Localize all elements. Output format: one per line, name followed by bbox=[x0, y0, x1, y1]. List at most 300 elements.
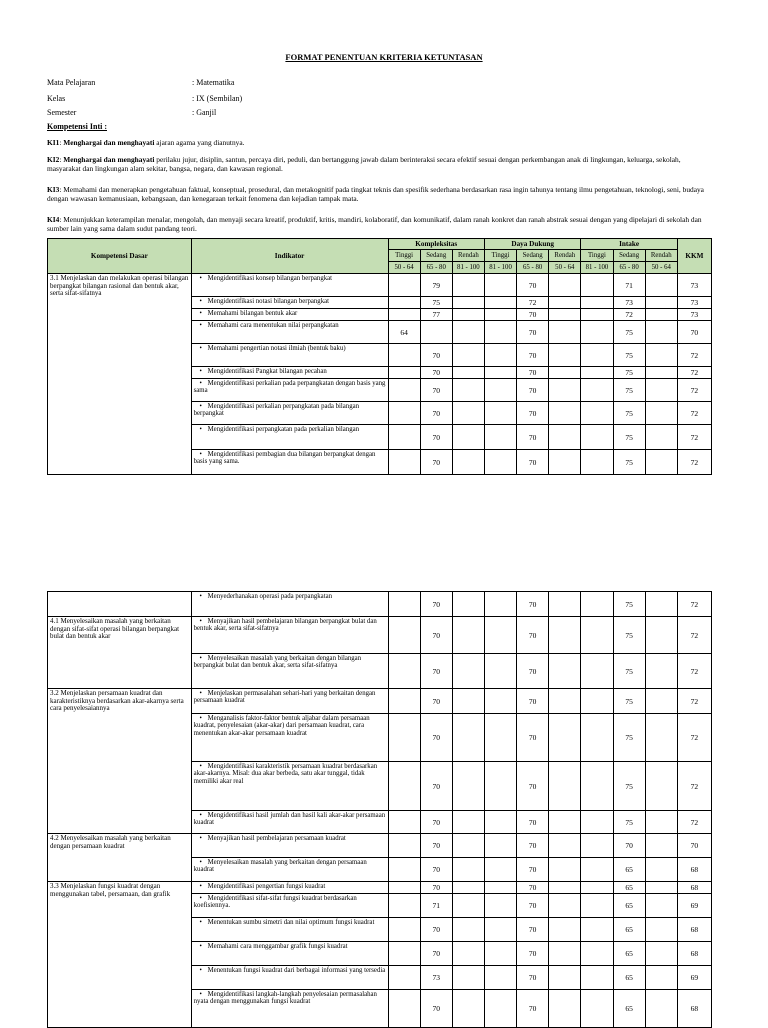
score-cell: 79 bbox=[420, 274, 452, 297]
score-cell bbox=[484, 309, 516, 321]
score-cell bbox=[549, 344, 581, 367]
indikator-cell bbox=[191, 858, 388, 882]
kkm-cell: 69 bbox=[677, 966, 711, 990]
score-cell: 65 bbox=[613, 990, 645, 1028]
score-cell: 75 bbox=[613, 321, 645, 344]
score-cell bbox=[484, 379, 516, 402]
score-cell: 75 bbox=[613, 762, 645, 811]
score-cell bbox=[549, 367, 581, 379]
score-cell bbox=[452, 617, 484, 654]
score-cell bbox=[452, 450, 484, 475]
header-range: 50 - 64 bbox=[549, 262, 581, 274]
bullet: • bbox=[199, 690, 202, 697]
bullet: • bbox=[199, 451, 202, 458]
indikator-text: Menyajikan hasil pembelajaran persamaan kuadrat bbox=[207, 835, 346, 842]
kkm-cell: 70 bbox=[677, 834, 711, 858]
kompetensi-dasar-cell: 3.1 Menjelaskan dan melakukan operasi bilangan berpangkat bilangan rasional dan bentuk akar, serta sifat-sifatnya bbox=[48, 274, 192, 475]
table-row bbox=[48, 882, 712, 894]
score-cell: 72 bbox=[517, 297, 549, 309]
score-cell bbox=[452, 966, 484, 990]
score-cell bbox=[388, 274, 420, 297]
header-level: Sedang bbox=[517, 250, 549, 262]
score-cell bbox=[581, 379, 613, 402]
score-cell bbox=[452, 344, 484, 367]
score-cell bbox=[452, 592, 484, 617]
score-cell bbox=[581, 762, 613, 811]
table-row bbox=[48, 274, 712, 297]
score-cell bbox=[549, 882, 581, 894]
score-cell bbox=[645, 762, 677, 811]
score-cell bbox=[645, 367, 677, 379]
score-cell bbox=[581, 450, 613, 475]
indikator-text: Menyelesaikan masalah yang berkaitan dengan bilangan berpangkat bulat dan bentuk akar, serta sifat-sifatnya bbox=[193, 655, 362, 670]
score-cell bbox=[581, 425, 613, 450]
indikator-cell bbox=[191, 297, 388, 309]
criteria-table-part-2 bbox=[47, 591, 712, 1028]
kkm-cell: 72 bbox=[677, 450, 711, 475]
kkm-cell: 72 bbox=[677, 592, 711, 617]
header-daya-dukung: Daya Dukung bbox=[484, 239, 580, 250]
score-cell bbox=[388, 367, 420, 379]
score-cell bbox=[581, 297, 613, 309]
score-cell bbox=[484, 654, 516, 689]
indikator-cell bbox=[191, 450, 388, 475]
indikator-cell bbox=[191, 966, 388, 990]
score-cell: 70 bbox=[517, 402, 549, 425]
ki-lead: Menghargai dan menghayati bbox=[61, 155, 155, 164]
indikator-cell bbox=[191, 425, 388, 450]
score-cell bbox=[581, 894, 613, 918]
kkm-cell: 69 bbox=[677, 894, 711, 918]
score-cell bbox=[549, 918, 581, 942]
indikator-cell bbox=[191, 309, 388, 321]
indikator-text: Mengidentifikasi konsep bilangan berpangkat bbox=[207, 275, 333, 282]
score-cell bbox=[388, 990, 420, 1028]
score-cell bbox=[645, 425, 677, 450]
bullet: • bbox=[199, 835, 202, 842]
score-cell bbox=[452, 990, 484, 1028]
score-cell bbox=[388, 714, 420, 762]
score-cell bbox=[452, 714, 484, 762]
kkm-cell: 72 bbox=[677, 811, 711, 834]
score-cell: 70 bbox=[517, 592, 549, 617]
meta-value: : Ganjil bbox=[192, 108, 217, 117]
bullet: • bbox=[199, 345, 202, 352]
bullet: • bbox=[199, 322, 202, 329]
score-cell bbox=[581, 689, 613, 714]
ki-lead: Menghargai dan menghayati bbox=[61, 138, 155, 147]
score-cell bbox=[581, 942, 613, 966]
bullet: • bbox=[199, 919, 202, 926]
score-cell bbox=[549, 966, 581, 990]
indikator-text: Mengidentifikasi perkalian pada perpangkatan dengan basis yang sama bbox=[193, 380, 386, 395]
kompetensi-dasar-cell bbox=[48, 592, 192, 617]
meta-value: : IX (Sembilan) bbox=[192, 94, 243, 103]
indikator-text: Menentukan fungsi kuadrat dari berbagai informasi yang tersedia bbox=[207, 967, 386, 974]
header-range: 65 - 80 bbox=[517, 262, 549, 274]
bullet: • bbox=[199, 403, 202, 410]
bullet: • bbox=[199, 368, 202, 375]
kkm-cell: 72 bbox=[677, 367, 711, 379]
score-cell bbox=[484, 918, 516, 942]
indikator-text: Mengidentifikasi pengertian fungsi kuadrat bbox=[207, 883, 326, 890]
score-cell bbox=[581, 990, 613, 1028]
score-cell bbox=[452, 918, 484, 942]
score-cell bbox=[388, 450, 420, 475]
bullet: • bbox=[199, 895, 202, 902]
indikator-cell bbox=[191, 834, 388, 858]
score-cell: 70 bbox=[420, 367, 452, 379]
indikator-cell bbox=[191, 714, 388, 762]
score-cell: 64 bbox=[388, 321, 420, 344]
score-cell bbox=[484, 425, 516, 450]
indikator-cell bbox=[191, 990, 388, 1028]
score-cell bbox=[549, 274, 581, 297]
score-cell bbox=[581, 858, 613, 882]
score-cell bbox=[484, 344, 516, 367]
score-cell: 75 bbox=[613, 714, 645, 762]
score-cell bbox=[645, 617, 677, 654]
kkm-cell: 68 bbox=[677, 942, 711, 966]
score-cell bbox=[452, 834, 484, 858]
score-cell: 75 bbox=[613, 367, 645, 379]
score-cell: 70 bbox=[420, 990, 452, 1028]
score-cell bbox=[581, 344, 613, 367]
score-cell bbox=[452, 654, 484, 689]
score-cell: 65 bbox=[613, 966, 645, 990]
score-cell bbox=[645, 894, 677, 918]
score-cell bbox=[645, 321, 677, 344]
score-cell bbox=[581, 918, 613, 942]
header-range: 50 - 64 bbox=[645, 262, 677, 274]
header-range: 81 - 100 bbox=[484, 262, 516, 274]
table-row bbox=[48, 617, 712, 654]
score-cell bbox=[549, 617, 581, 654]
indikator-text: Mengidentifikasi karakteristik persamaan kuadrat berdasarkan akar-akarnya. Misal: dua akar berbeda, satu akar tunggal, tidak memiliki akar real bbox=[193, 763, 378, 785]
score-cell bbox=[581, 402, 613, 425]
kkm-cell: 72 bbox=[677, 762, 711, 811]
score-cell: 70 bbox=[517, 367, 549, 379]
score-cell: 70 bbox=[420, 450, 452, 475]
score-cell bbox=[484, 297, 516, 309]
indikator-text: Memahami pengertian notasi ilmiah (bentuk baku) bbox=[207, 345, 346, 352]
indikator-text: Memahami cara menentukan nilai perpangkatan bbox=[207, 322, 339, 329]
score-cell bbox=[645, 858, 677, 882]
score-cell: 70 bbox=[517, 450, 549, 475]
score-cell bbox=[549, 402, 581, 425]
score-cell: 75 bbox=[420, 297, 452, 309]
meta-label: Kelas bbox=[47, 94, 66, 103]
score-cell: 75 bbox=[613, 654, 645, 689]
score-cell bbox=[388, 762, 420, 811]
score-cell bbox=[388, 297, 420, 309]
kompetensi-dasar-cell: 3.2 Menjelaskan persamaan kuadrat dan karakteristiknya berdasarkan akar-akarnya serta cara penyelesaiannya bbox=[48, 689, 192, 834]
criteria-table-part-1 bbox=[47, 238, 712, 475]
indikator-text: Mengidentifikasi hasil jumlah dan hasil kali akar-akar persamaan kuadrat bbox=[193, 812, 386, 827]
kkm-cell: 70 bbox=[677, 321, 711, 344]
score-cell: 70 bbox=[613, 834, 645, 858]
score-cell: 70 bbox=[420, 762, 452, 811]
score-cell bbox=[452, 762, 484, 811]
score-cell bbox=[452, 297, 484, 309]
score-cell bbox=[484, 990, 516, 1028]
score-cell bbox=[645, 592, 677, 617]
score-cell: 73 bbox=[420, 966, 452, 990]
score-cell bbox=[452, 274, 484, 297]
kkm-cell: 72 bbox=[677, 379, 711, 402]
score-cell: 70 bbox=[420, 811, 452, 834]
ki-code: KI4 bbox=[47, 215, 60, 224]
score-cell bbox=[645, 402, 677, 425]
score-cell: 70 bbox=[517, 425, 549, 450]
ki-paragraph: KI2: Menghargai dan menghayati perilaku jujur, disiplin, santun, percaya diri, peduli, dan bertanggung jawab dalam berinteraksi secara efektif sesuai dengan perkembangan anak di lingkungan, keluarga, sekolah, masyarakat dan lingkungan alam sekitar, bangsa, negara, dan kawasan regional. bbox=[47, 155, 681, 173]
ki-paragraph: KI4: Menunjukkan keterampilan menalar, mengolah, dan menyaji secara kreatif, produktif, kritis, mandiri, kolaboratif, dan komunikatif, dalam ranah konkret dan ranah abstrak sesuai dengan yang dipelajari di sekolah dan sumber lain yang sama dalam sudut pandang teori. bbox=[47, 215, 702, 233]
score-cell bbox=[484, 894, 516, 918]
score-cell bbox=[484, 274, 516, 297]
score-cell: 73 bbox=[613, 297, 645, 309]
score-cell bbox=[645, 942, 677, 966]
bullet: • bbox=[199, 618, 202, 625]
score-cell bbox=[549, 834, 581, 858]
score-cell bbox=[388, 858, 420, 882]
ki-paragraph: KI1: Menghargai dan menghayati ajaran agama yang dianutnya. bbox=[47, 138, 245, 147]
score-cell bbox=[549, 425, 581, 450]
score-cell: 75 bbox=[613, 689, 645, 714]
ki-text: Menunjukkan keterampilan menalar, mengolah, dan menyaji secara kreatif, produktif, kritis, mandiri, kolaboratif, dan komunikatif, dalam ranah konkret dan ranah abstrak sesuai dengan yang dipelajari di sekolah dan sumber lain yang sama dalam sudut pandang teori. bbox=[47, 215, 702, 233]
score-cell bbox=[549, 450, 581, 475]
score-cell bbox=[484, 367, 516, 379]
score-cell bbox=[581, 309, 613, 321]
score-cell bbox=[645, 990, 677, 1028]
score-cell bbox=[388, 689, 420, 714]
score-cell bbox=[388, 379, 420, 402]
score-cell bbox=[452, 367, 484, 379]
score-cell: 70 bbox=[517, 714, 549, 762]
kkm-cell: 73 bbox=[677, 297, 711, 309]
bullet: • bbox=[199, 943, 202, 950]
score-cell bbox=[452, 379, 484, 402]
indikator-cell bbox=[191, 617, 388, 654]
score-cell bbox=[581, 321, 613, 344]
indikator-text: Menentukan sumbu simetri dan nilai optimum fungsi kuadrat bbox=[207, 919, 375, 926]
score-cell bbox=[549, 942, 581, 966]
score-cell bbox=[484, 858, 516, 882]
score-cell bbox=[549, 894, 581, 918]
header-kompetensi-dasar: Kompetensi Dasar bbox=[48, 239, 192, 274]
score-cell bbox=[484, 834, 516, 858]
indikator-cell bbox=[191, 367, 388, 379]
score-cell bbox=[549, 990, 581, 1028]
header-range: 65 - 80 bbox=[613, 262, 645, 274]
kkm-cell: 68 bbox=[677, 858, 711, 882]
indikator-text: Mengidentifikasi sifat-sifat fungsi kuadrat berdasarkan koefisiennya. bbox=[193, 895, 357, 910]
score-cell bbox=[388, 344, 420, 367]
score-cell: 70 bbox=[517, 942, 549, 966]
header-level: Rendah bbox=[549, 250, 581, 262]
score-cell bbox=[452, 425, 484, 450]
kkm-cell: 68 bbox=[677, 990, 711, 1028]
score-cell: 70 bbox=[517, 274, 549, 297]
kkm-cell: 72 bbox=[677, 402, 711, 425]
indikator-text: Menyelesaikan masalah yang berkaitan dengan persamaan kuadrat bbox=[193, 859, 367, 874]
score-cell bbox=[388, 966, 420, 990]
score-cell: 70 bbox=[420, 344, 452, 367]
header-range: 50 - 64 bbox=[388, 262, 420, 274]
score-cell bbox=[452, 689, 484, 714]
score-cell bbox=[581, 654, 613, 689]
score-cell bbox=[388, 894, 420, 918]
score-cell bbox=[645, 834, 677, 858]
score-cell bbox=[581, 811, 613, 834]
score-cell bbox=[645, 882, 677, 894]
score-cell bbox=[388, 918, 420, 942]
header-kkm: KKM bbox=[677, 239, 711, 274]
header-indikator: Indikator bbox=[191, 239, 388, 274]
indikator-cell bbox=[191, 592, 388, 617]
header-level: Tinggi bbox=[484, 250, 516, 262]
score-cell bbox=[484, 450, 516, 475]
score-cell bbox=[484, 321, 516, 344]
score-cell bbox=[581, 367, 613, 379]
kompetensi-dasar-cell: 3.3 Menjelaskan fungsi kuadrat dengan menggunakan tabel, persamaan, dan grafik bbox=[48, 882, 192, 1028]
score-cell bbox=[452, 309, 484, 321]
score-cell: 70 bbox=[517, 654, 549, 689]
score-cell bbox=[484, 689, 516, 714]
score-cell bbox=[645, 654, 677, 689]
indikator-cell bbox=[191, 379, 388, 402]
kompetensi-dasar-cell: 4.2 Menyelesaikan masalah yang berkaitan dengan persamaan kuadrat bbox=[48, 834, 192, 882]
bullet: • bbox=[199, 715, 202, 722]
indikator-cell bbox=[191, 321, 388, 344]
score-cell bbox=[645, 689, 677, 714]
score-cell: 70 bbox=[517, 379, 549, 402]
indikator-text: Menjelaskan permasalahan sehari-hari yang berkaitan dengan persamaan kuadrat bbox=[193, 690, 376, 705]
score-cell bbox=[388, 309, 420, 321]
score-cell: 75 bbox=[613, 811, 645, 834]
score-cell: 65 bbox=[613, 918, 645, 942]
bullet: • bbox=[199, 298, 202, 305]
score-cell: 71 bbox=[420, 894, 452, 918]
score-cell bbox=[645, 918, 677, 942]
score-cell: 70 bbox=[517, 858, 549, 882]
score-cell bbox=[549, 811, 581, 834]
table-row bbox=[48, 834, 712, 858]
kkm-cell: 68 bbox=[677, 918, 711, 942]
score-cell bbox=[484, 762, 516, 811]
indikator-cell bbox=[191, 942, 388, 966]
score-cell: 70 bbox=[420, 882, 452, 894]
score-cell: 65 bbox=[613, 894, 645, 918]
score-cell bbox=[645, 450, 677, 475]
score-cell: 71 bbox=[613, 274, 645, 297]
score-cell bbox=[549, 714, 581, 762]
score-cell bbox=[388, 617, 420, 654]
score-cell bbox=[452, 402, 484, 425]
score-cell bbox=[549, 592, 581, 617]
score-cell bbox=[581, 714, 613, 762]
meta-value: : Matematika bbox=[192, 78, 235, 87]
indikator-cell bbox=[191, 274, 388, 297]
score-cell: 70 bbox=[517, 762, 549, 811]
bullet: • bbox=[199, 991, 202, 998]
kompetensi-inti-label: Kompetensi Inti : bbox=[47, 122, 107, 131]
score-cell bbox=[484, 966, 516, 990]
ki-text: Memahami dan menerapkan pengetahuan faktual, konseptual, prosedural, dan metakognitif pada tingkat teknis dan spesifik sederhana berdasarkan rasa ingin tahunya tentang ilmu pengetahuan, teknologi, seni, budaya dengan wawasan kemanusiaan, kebangsaan, dan kenegaraan terkait fenomena dan kejadian tampak mata. bbox=[47, 185, 704, 203]
score-cell: 70 bbox=[420, 714, 452, 762]
bullet: • bbox=[199, 967, 202, 974]
score-cell bbox=[581, 274, 613, 297]
bullet: • bbox=[199, 593, 202, 600]
meta-label: Mata Pelajaran bbox=[47, 78, 96, 87]
ki-code: KI2 bbox=[47, 155, 60, 164]
score-cell bbox=[581, 617, 613, 654]
score-cell: 70 bbox=[420, 918, 452, 942]
score-cell: 70 bbox=[517, 344, 549, 367]
score-cell bbox=[484, 882, 516, 894]
score-cell bbox=[549, 297, 581, 309]
bullet: • bbox=[199, 812, 202, 819]
indikator-text: Mengidentifikasi perpangkatan pada perkalian bilangan bbox=[207, 426, 360, 433]
score-cell: 75 bbox=[613, 450, 645, 475]
score-cell: 75 bbox=[613, 379, 645, 402]
bullet: • bbox=[199, 883, 202, 890]
score-cell bbox=[388, 834, 420, 858]
kompetensi-dasar-cell: 4.1 Menyelesaikan masalah yang berkaitan dengan sifat-sifat operasi bilangan berpangkat bulat dan bentuk akar bbox=[48, 617, 192, 689]
score-cell: 75 bbox=[613, 425, 645, 450]
score-cell bbox=[549, 321, 581, 344]
indikator-text: Mengidentifikasi pembagian dua bilangan berpangkat dengan basis yang sama. bbox=[193, 451, 376, 466]
score-cell: 75 bbox=[613, 592, 645, 617]
indikator-text: Mengidentifikasi Pangkat bilangan pecahan bbox=[207, 368, 327, 375]
score-cell: 70 bbox=[517, 894, 549, 918]
indikator-text: Mengidentifikasi langkah-langkah penyelesaian permasalahan nyata dengan menggunakan fungsi kuadrat bbox=[193, 991, 377, 1006]
score-cell bbox=[549, 379, 581, 402]
indikator-text: Menyederhanakan operasi pada perpangkatan bbox=[207, 593, 333, 600]
score-cell: 70 bbox=[420, 654, 452, 689]
score-cell: 70 bbox=[517, 321, 549, 344]
score-cell: 70 bbox=[420, 379, 452, 402]
score-cell bbox=[549, 309, 581, 321]
indikator-cell bbox=[191, 689, 388, 714]
indikator-cell bbox=[191, 654, 388, 689]
indikator-cell bbox=[191, 882, 388, 894]
score-cell bbox=[388, 425, 420, 450]
indikator-text: Memahami bilangan bentuk akar bbox=[207, 310, 298, 317]
meta-row bbox=[47, 94, 347, 106]
indikator-cell bbox=[191, 918, 388, 942]
score-cell: 70 bbox=[420, 617, 452, 654]
kkm-cell: 68 bbox=[677, 882, 711, 894]
kkm-cell: 73 bbox=[677, 274, 711, 297]
score-cell bbox=[645, 297, 677, 309]
score-cell: 70 bbox=[517, 811, 549, 834]
header-level: Rendah bbox=[645, 250, 677, 262]
bullet: • bbox=[199, 763, 202, 770]
indikator-text: Mengidentifikasi notasi bilangan berpangkat bbox=[207, 298, 330, 305]
score-cell: 70 bbox=[517, 918, 549, 942]
score-cell bbox=[645, 309, 677, 321]
score-cell bbox=[484, 592, 516, 617]
score-cell bbox=[484, 402, 516, 425]
score-cell bbox=[645, 379, 677, 402]
score-cell: 75 bbox=[613, 402, 645, 425]
score-cell bbox=[645, 274, 677, 297]
header-range: 81 - 100 bbox=[452, 262, 484, 274]
indikator-text: Menganalisis faktor-faktor bentuk aljabar dalam persamaan kuadrat, penyelesaian (akar-akar) dari persamaan kuadrat, cara menentukan akar-akar persamaan kuadrat bbox=[193, 715, 370, 737]
ki-code: KI3 bbox=[47, 185, 60, 194]
header-range: 65 - 80 bbox=[420, 262, 452, 274]
score-cell bbox=[581, 592, 613, 617]
